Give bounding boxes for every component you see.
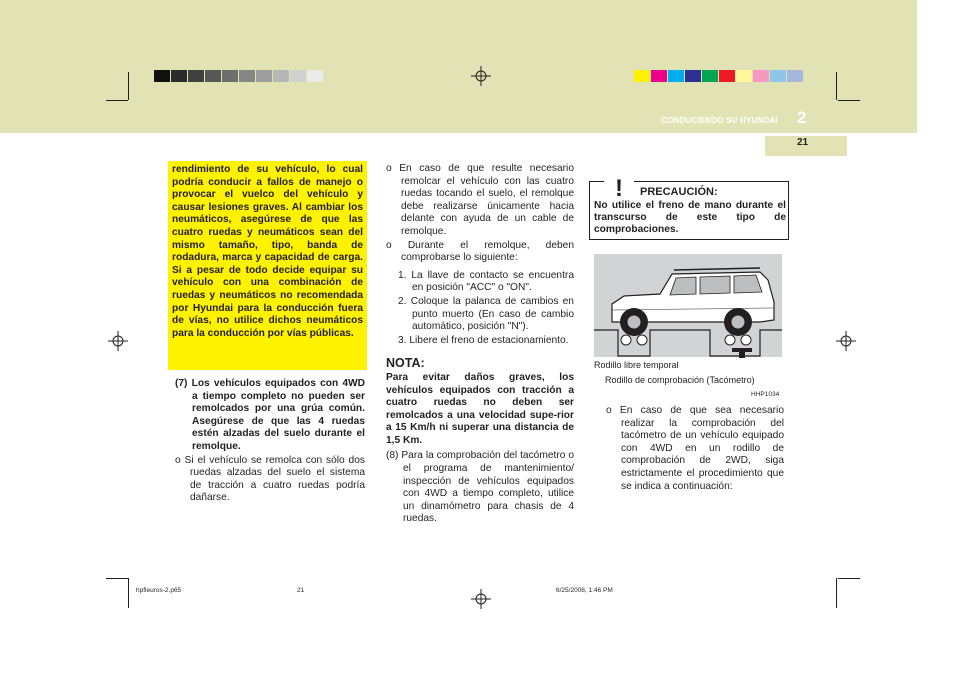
right-bullet-text: En caso de que sea necesario realizar la comprobación del tacómetro de un vehículo equipado con 4WD en un rodillo de comprobación de 2WD, siga estrictamente el procedimiento que se indica a continuación: [619,405,784,492]
header-band [0,0,917,133]
crop-mark [106,578,128,579]
note-title: NOTA: [386,356,425,371]
step-number: 3. [398,334,407,346]
gray-swatch [188,70,204,82]
bullet-marker: o [175,454,181,466]
gray-swatch [273,70,289,82]
middle-bullet-2 [386,240,574,265]
step-text: La llave de contacto se encuentra en posición "ACC" o "ON". [411,269,574,294]
chapter-number: 2 [797,108,807,127]
color-swatch [719,70,735,82]
grayscale-color-bar [154,70,324,82]
registration-mark-top [471,66,491,86]
color-swatch [668,70,684,82]
step-3 [386,335,574,348]
item-8-number: (8) [386,450,399,462]
crop-mark [836,578,837,608]
item-7 [175,378,365,454]
crop-mark [106,100,128,101]
exclamation-icon [604,174,634,200]
caution-box [589,175,789,240]
item-7-text: Los vehículos equipados con 4WD a tiempo completo no pueden ser remolcados por una grúa común. Asegúrese de que las 4 ruedas estén alzadas del suelo durante el remolque. [191,378,365,452]
footer-page: 21 [297,587,305,594]
svg-text:!: ! [615,175,623,200]
figure-caption-tachometer-roller: Rodillo de comprobación (Tacómetro) [605,375,755,385]
crop-mark [838,578,860,579]
crop-mark [128,72,129,100]
color-swatch [787,70,803,82]
step-number: 2. [398,295,407,307]
footer-file-name: hpfleuros-2.p65 [136,587,182,594]
gray-swatch [239,70,255,82]
middle-bullet-1 [386,163,574,239]
bullet-marker: o [386,239,392,251]
step-text: Libere el freno de estacionamiento. [409,334,569,346]
registration-mark-left [108,331,128,351]
registration-mark-bottom [471,589,491,609]
item-8 [386,450,574,526]
figure-caption-free-roller: Rodillo libre temporal [594,360,679,370]
registration-mark-right [836,331,856,351]
warning-text: rendimiento de su vehículo, lo cual podría conducir a fallos de manejo o provocar el vuelco del vehículo y causar lesiones graves. Al cambiar los neumáticos, asegúrese de que las cuatro ruedas y neumáticos sean del mismo tamaño, tipo, banda de rodadura, marca y capacidad de carga. Si a pesar de todo decide equipar su vehículo con una combinación de ruedas y neumáticos no recomendada por Hyundai para la conducción fuera de vías, no utilice dichos neumáticos para la conducción por vías públicas. [172,164,363,339]
middle-column [386,163,574,527]
color-swatch [753,70,769,82]
gray-swatch [290,70,306,82]
color-swatch [651,70,667,82]
warning-continuation-box [168,161,367,370]
bullet-marker: o [386,163,392,174]
gray-swatch [171,70,187,82]
crop-mark [838,100,860,101]
step-1 [386,270,574,295]
middle-bullet-1-text: En caso de que resulte necesario remolcar el vehículo con las cuatro ruedas tocando el suelo, el remolque debe realizarse únicamente hacia delante con ayuda de un cable de remolque. [399,163,574,237]
gray-swatch [154,70,170,82]
right-bullet [606,405,784,493]
left-column-list [175,378,365,506]
gray-swatch [222,70,238,82]
color-swatch [702,70,718,82]
color-registration-bar [634,70,804,82]
caution-title: PRECAUCIÓN: [640,186,718,198]
left-bullet [175,455,365,505]
left-bullet-text: Si el vehículo se remolca con sólo dos ruedas alzadas del suelo el sistema de tracción a cuatro ruedas podría dañarse. [184,454,365,504]
middle-bullet-2-text: Durante el remolque, deben comprobarse lo siguiente: [401,239,574,264]
step-number: 1. [398,269,407,281]
color-swatch [770,70,786,82]
item-8-text: Para la comprobación del tacómetro o el programa de mantenimiento/ inspección de vehículos equipados con 4WD a tiempo completo, utilice un dinamómetro para chasis de 4 ruedas. [401,450,574,525]
gray-swatch [307,70,323,82]
right-column-list [606,405,784,494]
caution-text: No utilice el freno de mano durante el transcurso de este tipo de comprobaciones. [594,200,786,236]
chapter-title: CONDUCIENDO SU HYUNDAI [661,116,778,125]
crop-mark [836,72,837,100]
note-text: Para evitar daños graves, los vehículos equipados con tracción a cuatro ruedas no deben ser remolcados a una velocidad supe-rior a 15 Km/h ni superar una distancia de 1,5 Km. [386,371,574,446]
footer-timestamp: 6/25/2008, 1:46 PM [556,587,613,594]
color-swatch [736,70,752,82]
color-swatch [685,70,701,82]
crop-mark [128,578,129,608]
step-2 [386,296,574,334]
color-swatch [634,70,650,82]
item-7-number: (7) [175,378,188,389]
page-number: 21 [797,137,809,148]
gray-swatch [205,70,221,82]
figure-code: HHP1034 [751,391,780,398]
bullet-marker: o [606,405,612,416]
gray-swatch [256,70,272,82]
step-text: Coloque la palanca de cambios en punto muerto (En caso de cambio automático, posición "N"). [410,295,574,333]
